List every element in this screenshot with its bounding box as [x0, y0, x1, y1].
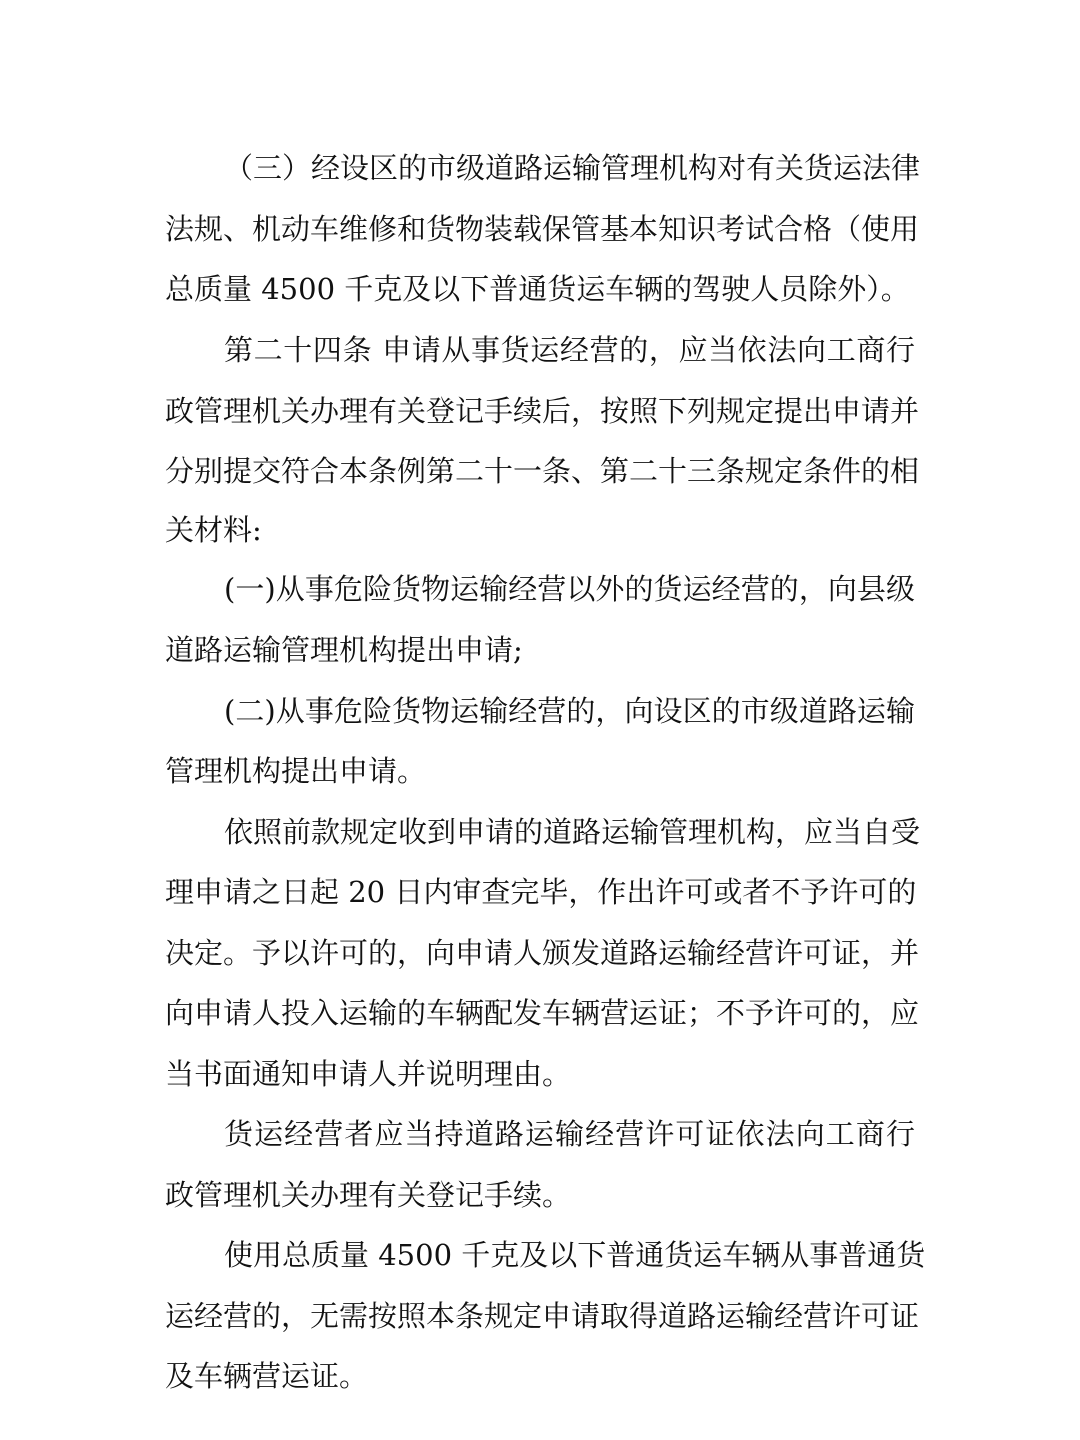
- text-line: 向申请人投入运输的车辆配发车辆营运证；不予许可的，应: [165, 996, 920, 1030]
- text-line: 及车辆营运证。: [165, 1359, 369, 1393]
- text-line: 货运经营者应当持道路运输经营许可证依法向工商行: [224, 1117, 915, 1151]
- text-line: 运经营的，无需按照本条规定申请取得道路运输经营许可证: [165, 1299, 920, 1333]
- text-line: 理申请之日起 20 日内审查完毕，作出许可或者不予许可的: [165, 875, 917, 909]
- text-line: 管理机构提出申请。: [165, 754, 427, 788]
- text-line: 政管理机关办理有关登记手续。: [165, 1178, 572, 1212]
- text-line: 总质量 4500 千克及以下普通货运车辆的驾驶人员除外）。: [165, 272, 910, 306]
- text-line: 决定。予以许可的，向申请人颁发道路运输经营许可证，并: [165, 936, 920, 970]
- text-line: 关材料:: [165, 513, 262, 547]
- text-line: （三）经设区的市级道路运输管理机构对有关货运法律: [224, 151, 921, 185]
- text-line: 第二十四条 申请从事货运经营的，应当依法向工商行: [224, 333, 915, 367]
- text-line: 分别提交符合本条例第二十一条、第二十三条规定条件的相: [165, 454, 920, 488]
- text-line: 依照前款规定收到申请的道路运输管理机构，应当自受: [224, 815, 921, 849]
- text-line: (二)从事危险货物运输经营的，向设区的市级道路运输: [224, 694, 915, 728]
- text-line: 法规、机动车维修和货物装载保管基本知识考试合格（使用: [165, 212, 920, 246]
- text-line: (一)从事危险货物运输经营以外的货运经营的，向县级: [224, 572, 915, 606]
- text-line: 政管理机关办理有关登记手续后，按照下列规定提出申请并: [165, 394, 920, 428]
- text-line: 当书面通知申请人并说明理由。: [165, 1057, 572, 1091]
- text-line: 道路运输管理机构提出申请;: [165, 633, 523, 667]
- text-line: 使用总质量 4500 千克及以下普通货运车辆从事普通货: [224, 1238, 926, 1272]
